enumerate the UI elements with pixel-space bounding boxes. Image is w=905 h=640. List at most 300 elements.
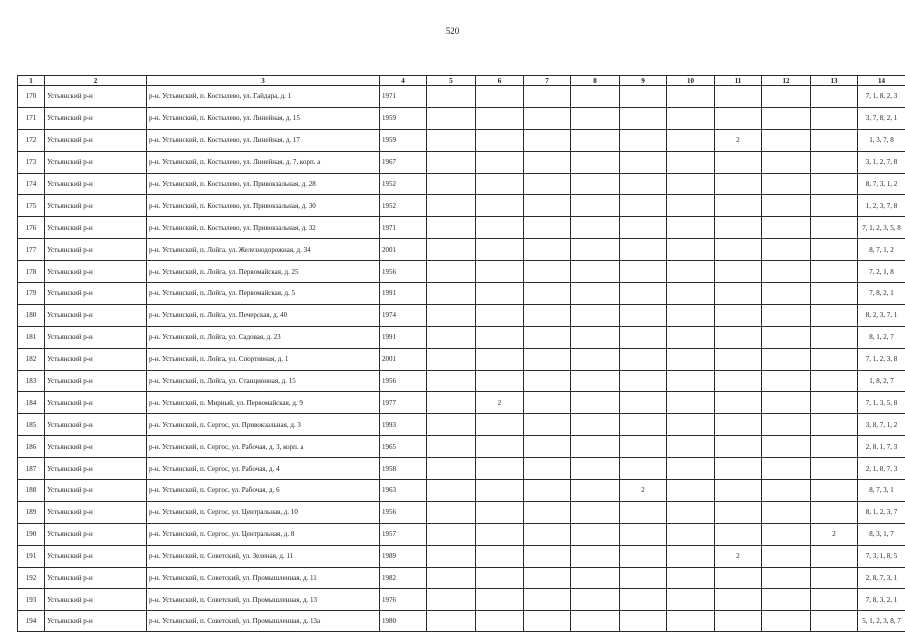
cell-col-9 (620, 86, 667, 108)
district-cell: Устьянский р-н (45, 392, 147, 414)
table-row (18, 589, 905, 611)
district-cell: Устьянский р-н (45, 370, 147, 392)
row-number-cell: 177 (18, 239, 45, 261)
cell-col-13 (811, 326, 858, 348)
row-number-cell: 184 (18, 392, 45, 414)
cell-col-12 (762, 283, 811, 305)
address-cell: р-н. Устьянский, п. Сергос, ул. Рабочая, д. 4 (147, 458, 380, 480)
page-number: 520 (445, 26, 460, 36)
row-number-cell: 188 (18, 480, 45, 502)
district-cell: Устьянский р-н (45, 523, 147, 545)
cell-col-11 (715, 173, 762, 195)
cell-col-9 (620, 304, 667, 326)
cell-col-11 (715, 523, 762, 545)
cell-col-9 (620, 611, 667, 632)
cell-col-9 (620, 414, 667, 436)
cell-col-9 (620, 392, 667, 414)
table-row (18, 261, 905, 283)
address-cell: р-н. Устьянский, п. Сергос, ул. Рабочая, д. 6 (147, 480, 380, 502)
cell-col-12 (762, 392, 811, 414)
column-header-4: 4 (380, 76, 427, 86)
table-row (18, 217, 905, 239)
table-row (18, 436, 905, 458)
cell-col-5 (427, 239, 476, 261)
cell-col-9 (620, 239, 667, 261)
column-header-8: 8 (571, 76, 620, 86)
codes-cell: 5, 1, 2, 3, 8, 7 (858, 611, 905, 632)
cell-col-7 (524, 458, 571, 480)
cell-col-13 (811, 545, 858, 567)
cell-col-7 (524, 195, 571, 217)
table-row (18, 173, 905, 195)
cell-col-5 (427, 392, 476, 414)
table-row (18, 348, 905, 370)
codes-cell: 3, 8, 7, 1, 2 (858, 414, 905, 436)
cell-col-10 (667, 392, 715, 414)
cell-col-13 (811, 283, 858, 305)
cell-col-6 (476, 239, 524, 261)
codes-cell: 7, 1, 3, 5, 8 (858, 392, 905, 414)
row-number-cell: 190 (18, 523, 45, 545)
address-cell: р-н. Устьянский, п. Лойга, ул. Железнодорожная, д. 34 (147, 239, 380, 261)
table-row (18, 151, 905, 173)
column-header-11: 11 (715, 76, 762, 86)
cell-col-9: 2 (620, 480, 667, 502)
codes-cell: 2, 1, 8, 7, 3 (858, 458, 905, 480)
cell-col-5 (427, 151, 476, 173)
cell-col-5 (427, 107, 476, 129)
cell-col-11 (715, 239, 762, 261)
cell-col-8 (571, 545, 620, 567)
cell-col-8 (571, 348, 620, 370)
district-cell: Устьянский р-н (45, 501, 147, 523)
cell-col-12 (762, 217, 811, 239)
cell-col-9 (620, 326, 667, 348)
cell-col-12 (762, 611, 811, 632)
codes-cell: 2, 8, 1, 7, 3 (858, 436, 905, 458)
cell-col-8 (571, 151, 620, 173)
table-row (18, 523, 905, 545)
year-cell: 1952 (380, 173, 427, 195)
cell-col-10 (667, 480, 715, 502)
cell-col-6 (476, 151, 524, 173)
address-cell: р-н. Устьянский, п. Сергос, ул. Рабочая, д. 3, корп. а (147, 436, 380, 458)
cell-col-8 (571, 239, 620, 261)
cell-col-6 (476, 173, 524, 195)
cell-col-10 (667, 523, 715, 545)
codes-cell: 3, 1, 2, 7, 8 (858, 151, 905, 173)
cell-col-10 (667, 217, 715, 239)
cell-col-13 (811, 392, 858, 414)
table-body (18, 86, 905, 632)
codes-cell: 7, 1, 2, 3, 8 (858, 348, 905, 370)
column-header-3: 3 (147, 76, 380, 86)
cell-col-10 (667, 414, 715, 436)
district-cell: Устьянский р-н (45, 567, 147, 589)
cell-col-7 (524, 261, 571, 283)
cell-col-8 (571, 611, 620, 632)
table-row (18, 283, 905, 305)
address-cell: р-н. Устьянский, п. Костылево, ул. Линейная, д. 7, корп. а (147, 151, 380, 173)
cell-col-12 (762, 326, 811, 348)
row-number-cell: 194 (18, 611, 45, 632)
cell-col-13 (811, 151, 858, 173)
cell-col-10 (667, 545, 715, 567)
column-header-13: 13 (811, 76, 858, 86)
codes-cell: 7, 3, 1, 8, 5 (858, 545, 905, 567)
cell-col-9 (620, 151, 667, 173)
codes-cell: 8, 7, 3, 1, 2 (858, 173, 905, 195)
address-cell: р-н. Устьянский, п. Сергос, ул. Центральная, д. 8 (147, 523, 380, 545)
district-cell: Устьянский р-н (45, 348, 147, 370)
codes-cell: 2, 8, 7, 3, 1 (858, 567, 905, 589)
cell-col-9 (620, 217, 667, 239)
address-cell: р-н. Устьянский, п. Костылево, ул. Линейная, д. 15 (147, 107, 380, 129)
cell-col-8 (571, 458, 620, 480)
cell-col-7 (524, 523, 571, 545)
codes-cell: 7, 2, 1, 8 (858, 261, 905, 283)
district-cell: Устьянский р-н (45, 458, 147, 480)
cell-col-11 (715, 348, 762, 370)
cell-col-7 (524, 239, 571, 261)
table-row (18, 239, 905, 261)
buildings-register-table (17, 75, 905, 632)
cell-col-11 (715, 195, 762, 217)
cell-col-11 (715, 501, 762, 523)
cell-col-11 (715, 283, 762, 305)
cell-col-12 (762, 523, 811, 545)
cell-col-13 (811, 414, 858, 436)
cell-col-13 (811, 480, 858, 502)
cell-col-12 (762, 129, 811, 151)
row-number-cell: 191 (18, 545, 45, 567)
column-header-7: 7 (524, 76, 571, 86)
cell-col-6 (476, 107, 524, 129)
district-cell: Устьянский р-н (45, 261, 147, 283)
cell-col-10 (667, 151, 715, 173)
cell-col-9 (620, 523, 667, 545)
cell-col-7 (524, 611, 571, 632)
year-cell: 2001 (380, 348, 427, 370)
row-number-cell: 183 (18, 370, 45, 392)
cell-col-9 (620, 567, 667, 589)
cell-col-5 (427, 523, 476, 545)
district-cell: Устьянский р-н (45, 283, 147, 305)
cell-col-8 (571, 304, 620, 326)
cell-col-12 (762, 173, 811, 195)
row-number-cell: 187 (18, 458, 45, 480)
cell-col-13 (811, 86, 858, 108)
row-number-cell: 173 (18, 151, 45, 173)
cell-col-13 (811, 239, 858, 261)
cell-col-12 (762, 261, 811, 283)
cell-col-7 (524, 589, 571, 611)
address-cell: р-н. Устьянский, п. Советский, ул. Зеленая, д. 11 (147, 545, 380, 567)
cell-col-6 (476, 501, 524, 523)
cell-col-11: 2 (715, 129, 762, 151)
cell-col-12 (762, 458, 811, 480)
cell-col-12 (762, 151, 811, 173)
year-cell: 1958 (380, 458, 427, 480)
cell-col-5 (427, 304, 476, 326)
cell-col-8 (571, 567, 620, 589)
district-cell: Устьянский р-н (45, 151, 147, 173)
cell-col-8 (571, 501, 620, 523)
cell-col-6 (476, 283, 524, 305)
column-header-14: 14 (858, 76, 905, 86)
table-row (18, 195, 905, 217)
cell-col-11 (715, 151, 762, 173)
year-cell: 1977 (380, 392, 427, 414)
cell-col-10 (667, 348, 715, 370)
row-number-cell: 182 (18, 348, 45, 370)
table-header (18, 76, 905, 86)
cell-col-13 (811, 304, 858, 326)
cell-col-10 (667, 326, 715, 348)
district-cell: Устьянский р-н (45, 129, 147, 151)
cell-col-8 (571, 414, 620, 436)
district-cell: Устьянский р-н (45, 480, 147, 502)
cell-col-6 (476, 611, 524, 632)
cell-col-9 (620, 173, 667, 195)
row-number-cell: 172 (18, 129, 45, 151)
address-cell: р-н. Устьянский, п. Сергос, ул. Центральная, д. 10 (147, 501, 380, 523)
year-cell: 1956 (380, 261, 427, 283)
cell-col-5 (427, 589, 476, 611)
cell-col-6 (476, 217, 524, 239)
column-header-2: 2 (45, 76, 147, 86)
cell-col-12 (762, 304, 811, 326)
address-cell: р-н. Устьянский, п. Советский, ул. Промышленная, д. 13а (147, 611, 380, 632)
row-number-cell: 178 (18, 261, 45, 283)
cell-col-12 (762, 567, 811, 589)
address-cell: р-н. Устьянский, п. Костылево, ул. Привокзальная, д. 32 (147, 217, 380, 239)
cell-col-7 (524, 480, 571, 502)
codes-cell: 8, 7, 3, 1 (858, 480, 905, 502)
year-cell: 1959 (380, 129, 427, 151)
cell-col-11 (715, 611, 762, 632)
cell-col-11 (715, 217, 762, 239)
codes-cell: 7, 1, 2, 3, 5, 8 (858, 217, 905, 239)
cell-col-6 (476, 523, 524, 545)
cell-col-13 (811, 173, 858, 195)
codes-cell: 1, 3, 7, 8 (858, 129, 905, 151)
cell-col-10 (667, 589, 715, 611)
table-row (18, 458, 905, 480)
column-header-6: 6 (476, 76, 524, 86)
row-number-cell: 192 (18, 567, 45, 589)
address-cell: р-н. Устьянский, п. Костылево, ул. Линейная, д. 17 (147, 129, 380, 151)
year-cell: 1965 (380, 436, 427, 458)
cell-col-13 (811, 501, 858, 523)
cell-col-12 (762, 589, 811, 611)
cell-col-8 (571, 589, 620, 611)
cell-col-6 (476, 348, 524, 370)
row-number-cell: 180 (18, 304, 45, 326)
year-cell: 1971 (380, 217, 427, 239)
cell-col-7 (524, 129, 571, 151)
cell-col-10 (667, 611, 715, 632)
year-cell: 1971 (380, 86, 427, 108)
year-cell: 1956 (380, 501, 427, 523)
district-cell: Устьянский р-н (45, 414, 147, 436)
cell-col-10 (667, 283, 715, 305)
row-number-cell: 174 (18, 173, 45, 195)
year-cell: 1963 (380, 480, 427, 502)
cell-col-13 (811, 458, 858, 480)
cell-col-8 (571, 195, 620, 217)
district-cell: Устьянский р-н (45, 173, 147, 195)
cell-col-6 (476, 414, 524, 436)
cell-col-11 (715, 480, 762, 502)
cell-col-10 (667, 261, 715, 283)
table-row (18, 545, 905, 567)
cell-col-11 (715, 86, 762, 108)
cell-col-9 (620, 589, 667, 611)
cell-col-5 (427, 348, 476, 370)
year-cell: 1980 (380, 611, 427, 632)
cell-col-10 (667, 304, 715, 326)
cell-col-7 (524, 107, 571, 129)
cell-col-7 (524, 173, 571, 195)
codes-cell: 8, 2, 3, 7, 1 (858, 304, 905, 326)
cell-col-13 (811, 107, 858, 129)
codes-cell: 8, 3, 1, 7 (858, 523, 905, 545)
year-cell: 1976 (380, 589, 427, 611)
row-number-cell: 181 (18, 326, 45, 348)
cell-col-13 (811, 195, 858, 217)
cell-col-7 (524, 370, 571, 392)
cell-col-6 (476, 261, 524, 283)
district-cell: Устьянский р-н (45, 611, 147, 632)
cell-col-5 (427, 501, 476, 523)
address-cell: р-н. Устьянский, п. Лойга, ул. Садовая, д. 23 (147, 326, 380, 348)
column-header-1: 1 (18, 76, 45, 86)
address-cell: р-н. Устьянский, п. Мирный, ул. Первомайская, д. 9 (147, 392, 380, 414)
cell-col-13 (811, 589, 858, 611)
cell-col-12 (762, 545, 811, 567)
row-number-cell: 185 (18, 414, 45, 436)
header-row (18, 76, 905, 86)
cell-col-5 (427, 567, 476, 589)
address-cell: р-н. Устьянский, п. Лойга, ул. Первомайская, д. 5 (147, 283, 380, 305)
cell-col-7 (524, 501, 571, 523)
year-cell: 1956 (380, 370, 427, 392)
row-number-cell: 179 (18, 283, 45, 305)
codes-cell: 8, 1, 2, 7 (858, 326, 905, 348)
cell-col-6 (476, 86, 524, 108)
column-header-12: 12 (762, 76, 811, 86)
cell-col-12 (762, 501, 811, 523)
cell-col-11 (715, 392, 762, 414)
cell-col-8 (571, 217, 620, 239)
cell-col-9 (620, 370, 667, 392)
cell-col-6 (476, 129, 524, 151)
cell-col-12 (762, 239, 811, 261)
cell-col-7 (524, 348, 571, 370)
cell-col-11 (715, 414, 762, 436)
cell-col-11 (715, 589, 762, 611)
cell-col-13 (811, 129, 858, 151)
cell-col-10 (667, 567, 715, 589)
codes-cell: 3, 7, 8, 2, 1 (858, 107, 905, 129)
cell-col-9 (620, 261, 667, 283)
district-cell: Устьянский р-н (45, 107, 147, 129)
table-row (18, 326, 905, 348)
cell-col-12 (762, 370, 811, 392)
cell-col-6 (476, 567, 524, 589)
cell-col-11 (715, 326, 762, 348)
cell-col-12 (762, 86, 811, 108)
codes-cell: 1, 2, 3, 7, 8 (858, 195, 905, 217)
cell-col-10 (667, 501, 715, 523)
cell-col-10 (667, 436, 715, 458)
codes-cell: 7, 8, 3, 2, 1 (858, 589, 905, 611)
table-row (18, 567, 905, 589)
cell-col-5 (427, 173, 476, 195)
address-cell: р-н. Устьянский, п. Костылево, ул. Привокзальная, д. 28 (147, 173, 380, 195)
cell-col-6 (476, 480, 524, 502)
codes-cell: 7, 8, 2, 1 (858, 283, 905, 305)
year-cell: 1959 (380, 107, 427, 129)
cell-col-10 (667, 370, 715, 392)
cell-col-11 (715, 436, 762, 458)
table-row (18, 370, 905, 392)
cell-col-8 (571, 480, 620, 502)
cell-col-7 (524, 392, 571, 414)
address-cell: р-н. Устьянский, п. Лойга, ул. Печерская, д. 40 (147, 304, 380, 326)
codes-cell: 7, 1, 8, 2, 3 (858, 86, 905, 108)
cell-col-12 (762, 414, 811, 436)
cell-col-10 (667, 107, 715, 129)
address-cell: р-н. Устьянский, п. Костылево, ул. Гайдара, д. 1 (147, 86, 380, 108)
year-cell: 1991 (380, 283, 427, 305)
cell-col-5 (427, 217, 476, 239)
year-cell: 1982 (380, 567, 427, 589)
cell-col-11 (715, 567, 762, 589)
cell-col-5 (427, 283, 476, 305)
cell-col-6 (476, 370, 524, 392)
district-cell: Устьянский р-н (45, 545, 147, 567)
cell-col-5 (427, 480, 476, 502)
cell-col-9 (620, 501, 667, 523)
row-number-cell: 175 (18, 195, 45, 217)
cell-col-8 (571, 523, 620, 545)
table-row (18, 611, 905, 632)
cell-col-5 (427, 195, 476, 217)
table-row (18, 107, 905, 129)
district-cell: Устьянский р-н (45, 304, 147, 326)
cell-col-7 (524, 86, 571, 108)
cell-col-9 (620, 545, 667, 567)
cell-col-12 (762, 436, 811, 458)
year-cell: 1974 (380, 304, 427, 326)
cell-col-5 (427, 86, 476, 108)
cell-col-7 (524, 567, 571, 589)
cell-col-10 (667, 86, 715, 108)
address-cell: р-н. Устьянский, п. Советский, ул. Промышленная, д. 11 (147, 567, 380, 589)
cell-col-13: 2 (811, 523, 858, 545)
cell-col-10 (667, 129, 715, 151)
year-cell: 1991 (380, 326, 427, 348)
cell-col-10 (667, 173, 715, 195)
cell-col-7 (524, 283, 571, 305)
row-number-cell: 176 (18, 217, 45, 239)
cell-col-5 (427, 458, 476, 480)
address-cell: р-н. Устьянский, п. Лойга, ул. Спортивная, д. 1 (147, 348, 380, 370)
cell-col-8 (571, 392, 620, 414)
district-cell: Устьянский р-н (45, 239, 147, 261)
